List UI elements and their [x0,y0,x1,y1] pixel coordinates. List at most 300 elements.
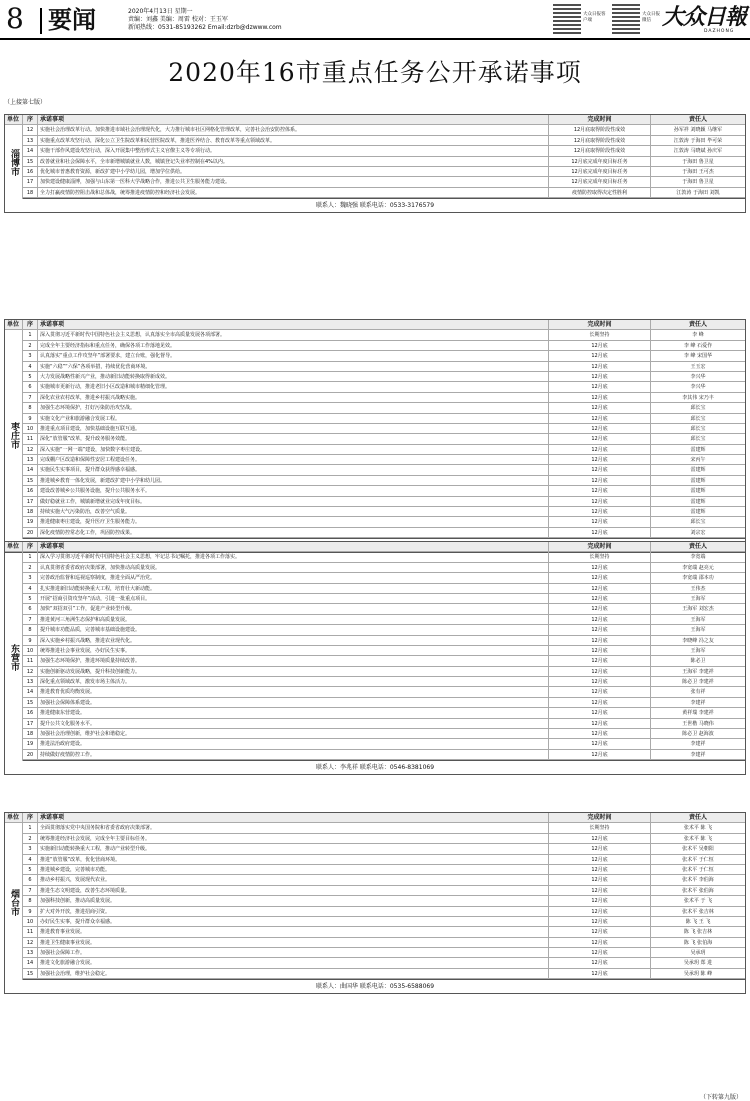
task-text: 大力发展战略性新兴产业，推动新旧动能转换取得新成效。 [38,372,549,381]
task-text: 加强社会治理创新，维护社会和谐稳定。 [38,729,549,738]
responsible-person: 江敦涛 于海田 毕可荣 [673,137,723,144]
table-row [5,445,745,455]
table-row [5,698,745,708]
completion-time: 12月底 [549,656,651,665]
continued-from: （上接第七版） [4,99,47,106]
task-text: 做好稳就业工作，城镇新增就业完成年度目标。 [38,497,549,506]
task-text: 实施民生实事项目，提升群众获得感幸福感。 [38,465,549,474]
table-row [5,708,745,718]
task-text: 加强社会保障体系建设。 [38,698,549,707]
table-row [5,886,745,896]
table-row [5,823,745,833]
responsible-person: 王海军 [690,595,706,602]
task-text: 推进文化旅游融合发展。 [38,958,549,967]
task-text: 加强科技创新，推动高质量发展。 [38,896,549,905]
responsible-person: 王海军 刘宏杰 [682,606,714,613]
city-table [4,812,746,994]
row-number: 19 [23,517,38,526]
row-number: 4 [23,855,38,864]
newspaper-logo: 大众日報 [662,4,747,30]
row-number: 3 [23,844,38,853]
table-row [5,157,745,167]
row-number: 12 [23,125,38,134]
responsible-person: 李建祥 [690,751,706,758]
row-number: 3 [23,573,38,582]
responsible-person: 邱长宝 [690,519,706,526]
table-row [5,330,745,340]
responsible-person: 刘宗宏 [690,529,706,536]
task-text: 建设改善城乡公共服务设施，提升公共服务水平。 [38,486,549,495]
completion-time: 长期坚持 [549,330,651,339]
responsible-person: 李晓峰 冯之友 [682,637,714,644]
task-text: 深入实施“一网一端”建设，加快数字枣庄建设。 [38,445,549,454]
table-row [5,351,745,361]
task-text: 推进法治政府建设。 [38,739,549,748]
completion-time: 12月底 [549,497,651,506]
responsible-person: 邱长宝 [690,415,706,422]
table-row [5,739,745,749]
task-text: 统筹推进社会事业发展，办好民生实事。 [38,646,549,655]
completion-time: 12月底 [549,677,651,686]
responsible-person: 陈必卫 李建祥 [682,679,714,686]
completion-time: 12月底 [549,403,651,412]
responsible-person: 李宽端 邵本功 [682,575,714,582]
task-text: 推进“放管服”改革，优化营商环境。 [38,855,549,864]
row-number: 8 [23,403,38,412]
header-time: 完成时间 [549,813,651,822]
responsible-person: 王海军 [690,627,706,634]
table-header [5,320,745,330]
completion-time: 12月底完成年度目标任务 [549,157,651,166]
completion-time: 12月底 [549,351,651,360]
completion-time: 12月底 [549,625,651,634]
responsible-person: 雷建辉 [690,477,706,484]
table-row [5,584,745,594]
task-text: 认真落实“重点工作攻坚年”部署要求，建立台账，强化督导。 [38,351,549,360]
responsible-person: 陈 飞 张伯海 [683,939,713,946]
table-header [5,542,745,552]
task-text: 推进卫生健康事业发展。 [38,938,549,947]
completion-time: 12月底 [549,382,651,391]
header-divider [40,8,42,34]
table-row [5,341,745,351]
completion-time: 12月底 [549,948,651,957]
completion-time: 疫情防控取得决定性胜利 [549,188,651,197]
completion-time: 12月底 [549,750,651,759]
row-number: 20 [23,528,38,537]
page-header [0,0,750,40]
completion-time: 12月底 [549,667,651,676]
responsible-person: 于海田 王可杰 [682,168,714,175]
task-text: 全面贯彻落实党中央国务院和省委省政府决策部署。 [38,823,549,832]
task-text: 深入学习贯彻习近平新时代中国特色社会主义思想，牢记总书记嘱托，推进各项工作落实。 [38,552,549,561]
task-text: 实施干部作风建设攻坚行动，深入开展集中整治形式主义官僚主义等专项行动。 [38,146,549,155]
row-number: 12 [23,938,38,947]
city-table [4,541,746,775]
table-row [5,507,745,517]
completion-time: 长期坚持 [549,823,651,832]
table-row [5,875,745,885]
task-text: 深化“放管服”改革，提升政务服务效能。 [38,434,549,443]
table-row [5,403,745,413]
task-text: 实施重点改革攻坚行动，深化公立卫生院改革和民营医院改革，推进医养结合、教育改革等重点领域改革。 [38,136,549,145]
contact-info: 联系人：李兆祥 联系电话：0546-8381069 [5,760,745,774]
completion-time: 12月底 [549,594,651,603]
table-row [5,528,745,538]
table-row [5,917,745,927]
responsible-person: 张有祥 [690,689,706,696]
row-number: 13 [23,677,38,686]
row-number: 13 [23,948,38,957]
editor-credits: 责编：刘鑫 美编：周雷 校对：王玉军 [128,16,228,23]
table-row [5,656,745,666]
responsible-person: 李宽端 赵亮元 [682,564,714,571]
responsible-person: 李宽端 [690,554,706,561]
task-text: 完成棚户区改造和保障性安居工程建设任务。 [38,455,549,464]
row-number: 6 [23,875,38,884]
completion-time: 12月底 [549,646,651,655]
city-name: 东营市 [5,553,23,761]
responsible-person: 雷建辉 [690,509,706,516]
responsible-person: 陈 飞 张吉林 [683,929,713,936]
table-row [5,146,745,156]
responsible-person: 雷建辉 [690,446,706,453]
table-row [5,896,745,906]
responsible-person: 王海军 李建祥 [682,668,714,675]
completion-time: 12月底 [549,517,651,526]
newspaper-logo-sub: DAZHONG [704,29,735,34]
table-header [5,813,745,823]
responsible-person: 李 峰 [692,332,704,339]
row-number: 11 [23,656,38,665]
header-city: 单位 [5,320,23,329]
task-text: 加快“双招双引”工作，促进产业转型升级。 [38,604,549,613]
responsible-person: 张术平 陈 飞 [683,825,713,832]
contact-info: 联系人：曲国华 联系电话：0535-6588069 [5,979,745,993]
row-number: 9 [23,636,38,645]
completion-time: 12月底 [549,424,651,433]
row-number: 19 [23,739,38,748]
responsible-person: 吴承玥 郑 进 [683,960,713,967]
responsible-person: 李 峰 石爱作 [683,342,713,349]
completion-time: 12月底 [549,507,651,516]
header-city: 单位 [5,115,23,124]
task-text: 推进健康东营建设。 [38,708,549,717]
task-text: 开展“招商引资攻坚年”活动，引进一批重点项目。 [38,594,549,603]
responsible-person: 邱长宝 [690,436,706,443]
completion-time: 12月底 [549,739,651,748]
responsible-person: 李兴华 [690,384,706,391]
responsible-person: 江敦涛 于海田 刘凯 [676,189,720,196]
responsible-person: 于海田 鲁卫星 [682,179,714,186]
completion-time: 12月底 [549,875,651,884]
completion-time: 12月底 [549,958,651,967]
table-row [5,958,745,968]
task-text: 扩大对外开放，推进招商引资。 [38,907,549,916]
completion-time: 12月底 [549,486,651,495]
header-time: 完成时间 [549,115,651,124]
completion-time: 12月底 [549,729,651,738]
completion-time: 12月底 [549,969,651,978]
table-row [5,167,745,177]
table-row [5,382,745,392]
responsible-person: 吴承玥 陈 峰 [683,970,713,977]
task-text: 实施社会治理改革行动。加快推进市域社会治理现代化，大力推行城市社区网格化管理改革，完善社会治安防控体系。 [38,125,549,134]
responsible-person: 王玉宏 [690,363,706,370]
completion-time: 12月底完成年度目标任务 [549,167,651,176]
task-text: 推进黄河三角洲生态保护和高质量发展。 [38,615,549,624]
task-text: 推进健康枣庄建设，提升医疗卫生服务能力。 [38,517,549,526]
table-row [5,188,745,198]
table-row [5,948,745,958]
row-number: 12 [23,667,38,676]
table-row [5,636,745,646]
qr-code-icon [553,4,581,34]
task-text: 深入贯彻习近平新时代中国特色社会主义思想，认真落实全市高质量发展各项部署。 [38,330,549,339]
responsible-person: 张术平 吴朝阳 [682,846,714,853]
row-number: 2 [23,563,38,572]
header-time: 完成时间 [549,320,651,329]
responsible-person: 陈必卫 [690,658,706,665]
table-row [5,907,745,917]
completion-time: 12月底 [549,393,651,402]
table-row [5,497,745,507]
header-task: 承诺事项 [38,813,549,822]
row-number: 10 [23,917,38,926]
table-row [5,455,745,465]
table-row [5,687,745,697]
completion-time: 12月底 [549,604,651,613]
row-number: 6 [23,382,38,391]
row-number: 4 [23,362,38,371]
row-number: 11 [23,927,38,936]
completion-time: 12月底取得阶段性成效 [549,125,651,134]
task-text: 统筹推进经济社会发展，完成全年主要目标任务。 [38,834,549,843]
table-row [5,865,745,875]
task-text: 深化疫情防控常态化工作，巩固防控成果。 [38,528,549,537]
row-number: 6 [23,604,38,613]
task-text: 推进教育优质均衡发展。 [38,687,549,696]
responsible-person: 李其伟 宋乃丰 [682,394,714,401]
responsible-person: 张术平 李伯海 [682,877,714,884]
row-number: 9 [23,907,38,916]
completion-time: 12月底完成年度目标任务 [549,177,651,186]
row-number: 2 [23,834,38,843]
completion-time: 12月底取得阶段性成效 [549,136,651,145]
completion-time: 12月底 [549,455,651,464]
task-text: 持续实施大气污染防治，改善空气质量。 [38,507,549,516]
row-number: 17 [23,177,38,186]
row-number: 14 [23,958,38,967]
responsible-person: 张术平 于仁恒 [682,866,714,873]
completion-time: 12月底 [549,528,651,537]
responsible-person: 于海田 鲁卫星 [682,158,714,165]
row-number: 1 [23,552,38,561]
row-number: 18 [23,507,38,516]
row-number: 3 [23,351,38,360]
completion-time: 12月底 [549,938,651,947]
task-text: 优化城市普惠教育资源，新改扩建中小学幼儿园，增加学位供给。 [38,167,549,176]
row-number: 18 [23,729,38,738]
row-number: 16 [23,708,38,717]
task-text: 完善政治监督和巡视巡察制度，推进全面从严治党。 [38,573,549,582]
completion-time: 12月底 [549,476,651,485]
city-table [4,319,746,553]
headline: 2020年16市重点任务公开承诺事项 [168,58,582,87]
row-number: 14 [23,687,38,696]
task-text: 加强社会治理，维护社会稳定。 [38,969,549,978]
responsible-person: 张术平 于仁恒 [682,856,714,863]
row-number: 14 [23,465,38,474]
table-row [5,136,745,146]
table-row [5,434,745,444]
table-row [5,646,745,656]
completion-time: 12月底 [549,865,651,874]
completion-time: 12月底 [549,636,651,645]
responsible-person: 孙军祥 刘晓颖 马继军 [673,127,723,134]
header-no: 序 [23,115,38,124]
table-row [5,573,745,583]
table-row [5,834,745,844]
responsible-person: 陈必卫 赵海波 [682,731,714,738]
row-number: 16 [23,486,38,495]
completion-time: 12月底 [549,573,651,582]
completion-time: 12月底 [549,584,651,593]
table-row [5,667,745,677]
qr-label: 大众日报微信 [642,12,660,23]
task-text: 推进生态文明建设，改善生态环境质量。 [38,886,549,895]
header-city: 单位 [5,813,23,822]
task-text: 实施新旧动能转换重大工程，推动产业转型升级。 [38,844,549,853]
table-row [5,372,745,382]
row-number: 15 [23,476,38,485]
header-resp: 责任人 [688,814,707,821]
city-table [4,114,746,213]
task-text: 推进教育事业发展。 [38,927,549,936]
task-text: 加强生态环境保护，打好污染防治攻坚战。 [38,403,549,412]
table-row [5,125,745,135]
completion-time: 12月底取得阶段性成效 [549,146,651,155]
task-text: 办好民生实事，提升群众幸福感。 [38,917,549,926]
header-no: 序 [23,542,38,551]
completion-time: 12月底 [549,834,651,843]
task-text: 加强生态环境保护，推进环境质量持续改善。 [38,656,549,665]
header-city: 单位 [5,542,23,551]
row-number: 7 [23,615,38,624]
task-text: 推进城乡建设，完善城市功能。 [38,865,549,874]
responsible-person: 李建祥 [690,741,706,748]
responsible-person: 李建祥 [690,699,706,706]
responsible-person: 雷建辉 [690,467,706,474]
row-number: 2 [23,341,38,350]
table-row [5,465,745,475]
row-number: 5 [23,865,38,874]
responsible-person: 黄祥瑞 李建祥 [682,710,714,717]
contact-line: 新闻热线：0531-85193262 Email:dzrb@dzwww.com [128,24,282,31]
task-text: 认真贯彻省委省政府决策部署，加快推动高质量发展。 [38,563,549,572]
table-row [5,517,745,527]
task-text: 全力打赢疫情防控阻击战和总体战，统筹推进疫情防控和经济社会发展。 [38,188,549,197]
task-text: 深化重点领域改革，激发市场主体活力。 [38,677,549,686]
task-text: 推动乡村振兴，发展现代农业。 [38,875,549,884]
completion-time: 12月底 [549,341,651,350]
row-number: 13 [23,136,38,145]
row-number: 4 [23,584,38,593]
row-number: 15 [23,698,38,707]
row-number: 13 [23,455,38,464]
table-row [5,615,745,625]
completion-time: 12月底 [549,719,651,728]
completion-time: 长期坚持 [549,552,651,561]
responsible-person: 邱长宝 [690,425,706,432]
row-number: 1 [23,330,38,339]
issue-date: 2020年4月13日 星期一 [128,8,193,15]
task-text: 提升公共文化服务水平。 [38,719,549,728]
table-row [5,177,745,187]
completion-time: 12月底 [549,708,651,717]
table-row [5,677,745,687]
table-row [5,604,745,614]
row-number: 7 [23,886,38,895]
row-number: 8 [23,896,38,905]
header-time: 完成时间 [549,542,651,551]
completion-time: 12月底 [549,615,651,624]
completion-time: 12月底 [549,698,651,707]
row-number: 10 [23,646,38,655]
qr-code-icon [612,4,640,34]
header-task: 承诺事项 [38,115,549,124]
responsible-person: 张术平 陈 飞 [683,835,713,842]
task-text: 实施城市更新行动，推进老旧小区改造和城市精细化管理。 [38,382,549,391]
responsible-person: 张术平 于 飞 [683,898,713,905]
row-number: 12 [23,445,38,454]
row-number: 16 [23,167,38,176]
completion-time: 12月底 [549,886,651,895]
qr-label: 大众日报客户端 [583,12,606,23]
row-number: 17 [23,497,38,506]
completion-time: 12月底 [549,445,651,454]
responsible-person: 李兴华 [690,373,706,380]
responsible-person: 王世楷 马晓伟 [682,720,714,727]
task-text: 实施创新驱动发展战略，提升科技创新能力。 [38,667,549,676]
completion-time: 12月底 [549,465,651,474]
table-row [5,393,745,403]
table-row [5,844,745,854]
page-number: 8 [6,2,24,35]
row-number: 9 [23,414,38,423]
responsible-person: 李 峰 宋国华 [683,353,713,360]
responsible-person: 吴承玥 [690,950,706,957]
responsible-person: 江敦涛 马晓斌 孙庆军 [673,148,723,155]
city-name: 淄博市 [5,126,23,199]
table-row [5,486,745,496]
header-no: 序 [23,813,38,822]
table-row [5,729,745,739]
task-text: 完成全年主要经济指标和重点任务，确保各项工作落地见效。 [38,341,549,350]
table-row [5,594,745,604]
completion-time: 12月底 [549,917,651,926]
responsible-person: 王海军 [690,647,706,654]
row-number: 15 [23,969,38,978]
table-row [5,625,745,635]
row-number: 20 [23,750,38,759]
header-task: 承诺事项 [38,542,549,551]
row-number: 11 [23,434,38,443]
city-name: 枣庄市 [5,331,23,539]
task-text: 改善就业和社会保障水平，全市新增城镇就业人数，城镇登记失业率控制在4%以内。 [38,157,549,166]
row-number: 14 [23,146,38,155]
completion-time: 12月底 [549,927,651,936]
